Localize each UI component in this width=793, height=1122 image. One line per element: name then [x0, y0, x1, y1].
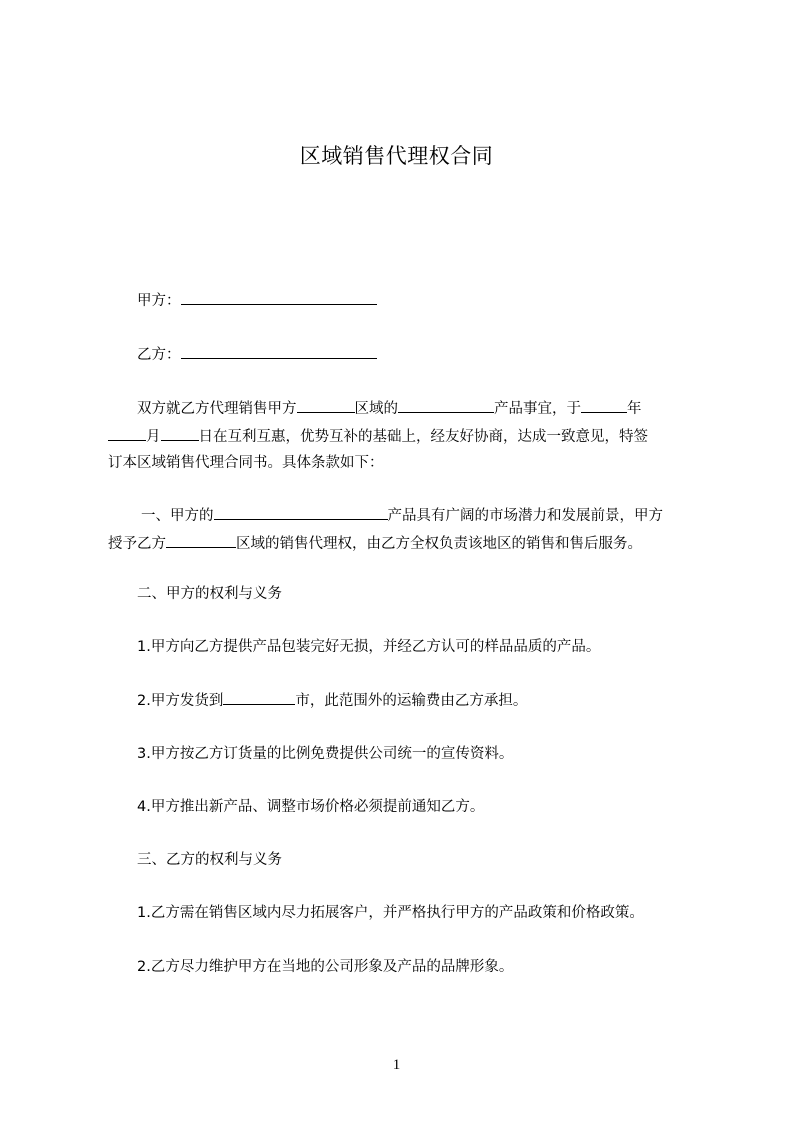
intro-line-3: 订本区域销售代理合同书。具体条款如下： — [108, 455, 384, 471]
intro-text: 产品事宜，于 — [494, 401, 581, 417]
item-text: 市，此范围外的运输费由乙方承担。 — [295, 693, 528, 709]
clause-text: 产品具有广阔的市场潜力和发展前景，甲方 — [387, 508, 663, 524]
section2-heading: 二、甲方的权利与义务 — [137, 586, 282, 602]
section2-item-4: 4.甲方推出新产品、调整市场价格必须提前通知乙方。 — [137, 799, 485, 815]
item-text: 2.甲方发货到 — [137, 693, 224, 709]
section2-item-2 — [137, 690, 527, 711]
party-b-line — [137, 344, 377, 365]
clause1-region-blank — [166, 533, 236, 548]
product-blank — [398, 398, 494, 413]
clause1-line-1 — [141, 505, 663, 526]
region-blank — [297, 398, 355, 413]
party-a-line — [137, 290, 377, 311]
clause-text: 授予乙方 — [108, 536, 166, 552]
document-title: 区域销售代理权合同 — [299, 144, 494, 168]
intro-text: 年 — [627, 401, 642, 417]
page-number: 1 — [392, 1057, 401, 1073]
party-b-blank — [181, 344, 377, 359]
party-a-label: 甲方： — [137, 293, 181, 309]
clause1-line-2 — [108, 533, 642, 554]
year-blank — [581, 398, 627, 413]
clause1-product-blank — [214, 505, 388, 520]
intro-text: 双方就乙方代理销售甲方 — [137, 401, 297, 417]
section3-item-2: 2.乙方尽力维护甲方在当地的公司形象及产品的品牌形象。 — [137, 959, 514, 975]
city-blank — [223, 690, 295, 705]
party-a-blank — [181, 290, 377, 305]
intro-text: 日在互利互惠，优势互补的基础上，经友好协商，达成一致意见，特签 — [198, 429, 648, 445]
intro-line-2 — [108, 426, 648, 447]
section2-item-1: 1.甲方向乙方提供产品包装完好无损，并经乙方认可的样品品质的产品。 — [137, 639, 601, 655]
party-b-label: 乙方： — [137, 347, 181, 363]
clause-text: 一、甲方的 — [141, 508, 214, 524]
day-blank — [161, 426, 199, 441]
clause-text: 区域的销售代理权，由乙方全权负责该地区的销售和售后服务。 — [236, 536, 642, 552]
intro-line-1 — [137, 398, 642, 419]
section2-item-3: 3.甲方按乙方订货量的比例免费提供公司统一的宣传资料。 — [137, 746, 514, 762]
intro-text: 区域的 — [354, 401, 398, 417]
month-blank — [108, 426, 146, 441]
section3-item-1: 1.乙方需在销售区域内尽力拓展客户，并严格执行甲方的产品政策和价格政策。 — [137, 905, 644, 921]
section3-heading: 三、乙方的权利与义务 — [137, 852, 282, 868]
intro-text: 月 — [146, 429, 161, 445]
